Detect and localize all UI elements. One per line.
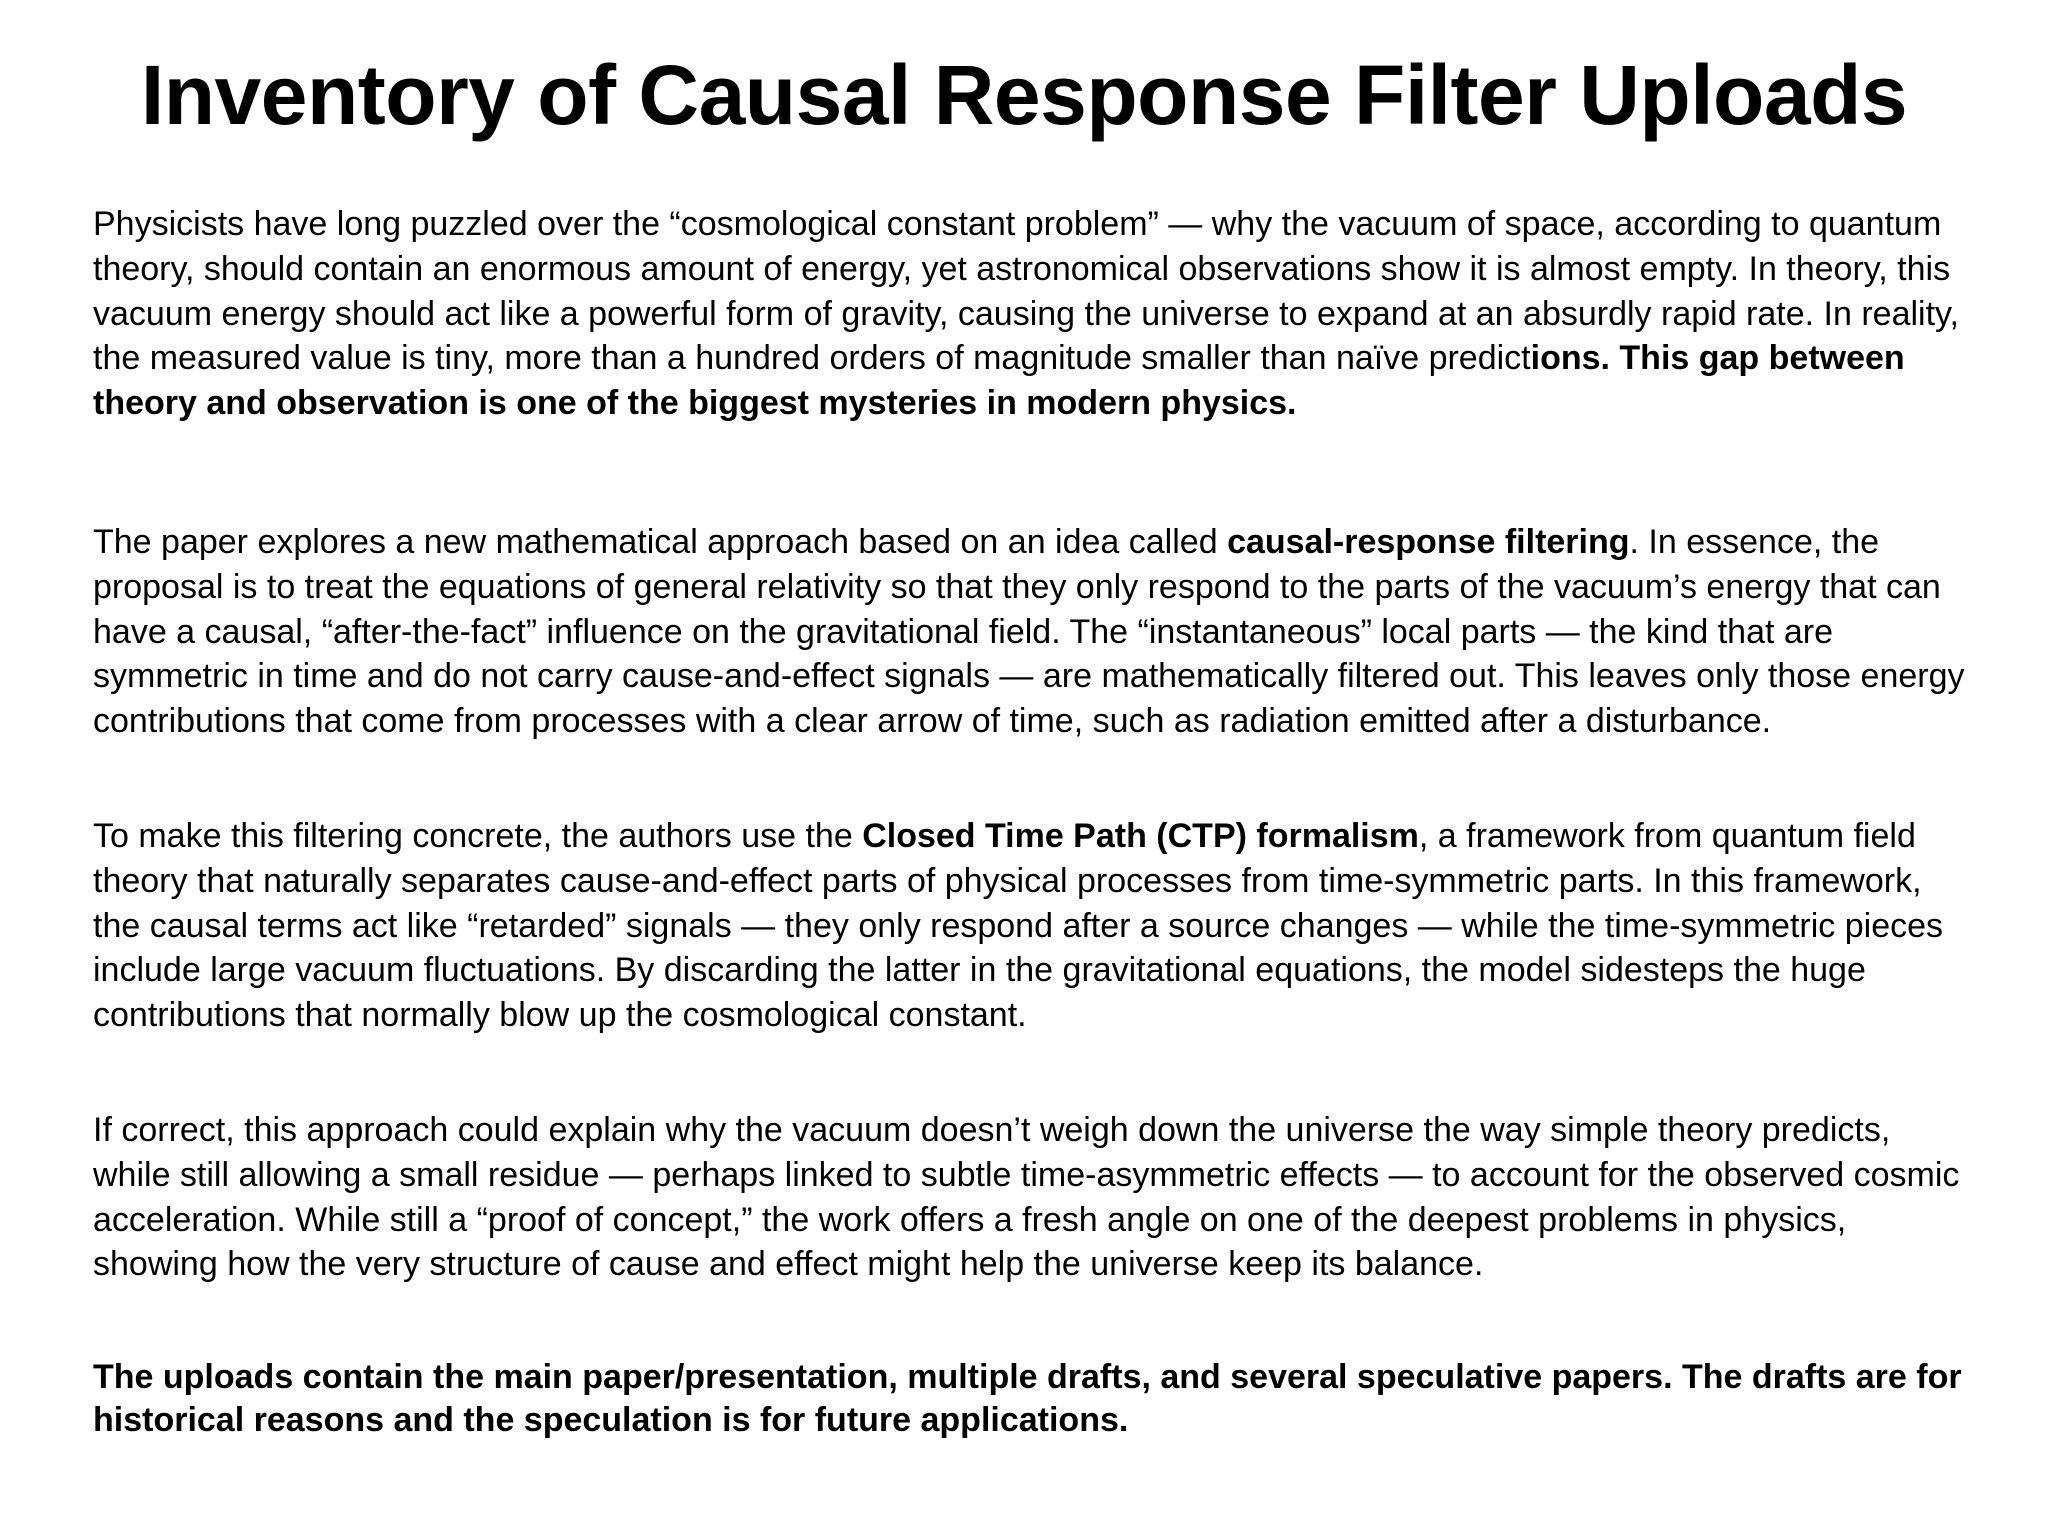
emphasis-text: causal-response filtering <box>1227 523 1630 561</box>
emphasis-text: ions. This gap between theory and observation is one of the biggest mysteries in modern physics. <box>93 339 1905 423</box>
paragraph-text: To make this filtering concrete, the authors use the <box>93 817 863 855</box>
paragraph-text: Physicists have long puzzled over the “cosmological constant problem” — why the vacuum of space, according to quantum theory, should contain an enormous amount of energy, yet astronomical observations show it is almost empty. In theory, this vacuum energy should act like a powerful form of gravity, causing the universe to expand at an absurdly rapid rate. In reality, the measured value is tiny, more than a hundred orders of magnitude smaller than naïve predict <box>93 205 1959 378</box>
paragraph-text: , a framework from quantum field theory that naturally separates cause-and-effect parts of physical processes from time-symmetric parts. In this framework, the causal terms act like “retarded” signals — they only respond after a source changes — while the time-symmetric pieces include large vacuum fluctuations. By discarding the latter in the gravitational equations, the model sidesteps the huge contributions that normally blow up the cosmological constant. <box>93 817 1944 1035</box>
paragraph-cosmological-constant <box>93 202 1973 426</box>
emphasis-text: Closed Time Path (CTP) formalism <box>862 817 1419 855</box>
paragraph-causal-response-filtering <box>93 520 1973 744</box>
paragraph-implications: If correct, this approach could explain why the vacuum doesn’t weigh down the universe the way simple theory predicts, while still allowing a small residue — perhaps linked to subtle time-asymmetric effects — to account for the observed cosmic acceleration. While still a “proof of concept,” the work offers a fresh angle on one of the deepest problems in physics, showing how the very structure of cause and effect might help the universe keep its balance. <box>93 1111 1960 1284</box>
paragraph-ctp-formalism <box>93 814 1973 1038</box>
paragraph-uploads-summary: The uploads contain the main paper/presentation, multiple drafts, and several speculative papers. The drafts are for historical reasons and the speculation is for future applications. <box>93 1358 1962 1439</box>
page-title: Inventory of Causal Response Filter Uploads <box>140 48 1908 142</box>
paragraph-text: The paper explores a new mathematical approach based on an idea called <box>93 523 1228 561</box>
paragraph-text: . In essence, the proposal is to treat the equations of general relativity so that they only respond to the parts of the vacuum’s energy that can have a causal, “after-the-fact” influence on the gravitational field. The “instantaneous” local parts — the kind that are symmetric in time and do not carry cause-and-effect signals — are mathematically filtered out. This leaves only those energy contributions that come from processes with a clear arrow of time, such as radiation emitted after a disturbance. <box>93 523 1965 741</box>
